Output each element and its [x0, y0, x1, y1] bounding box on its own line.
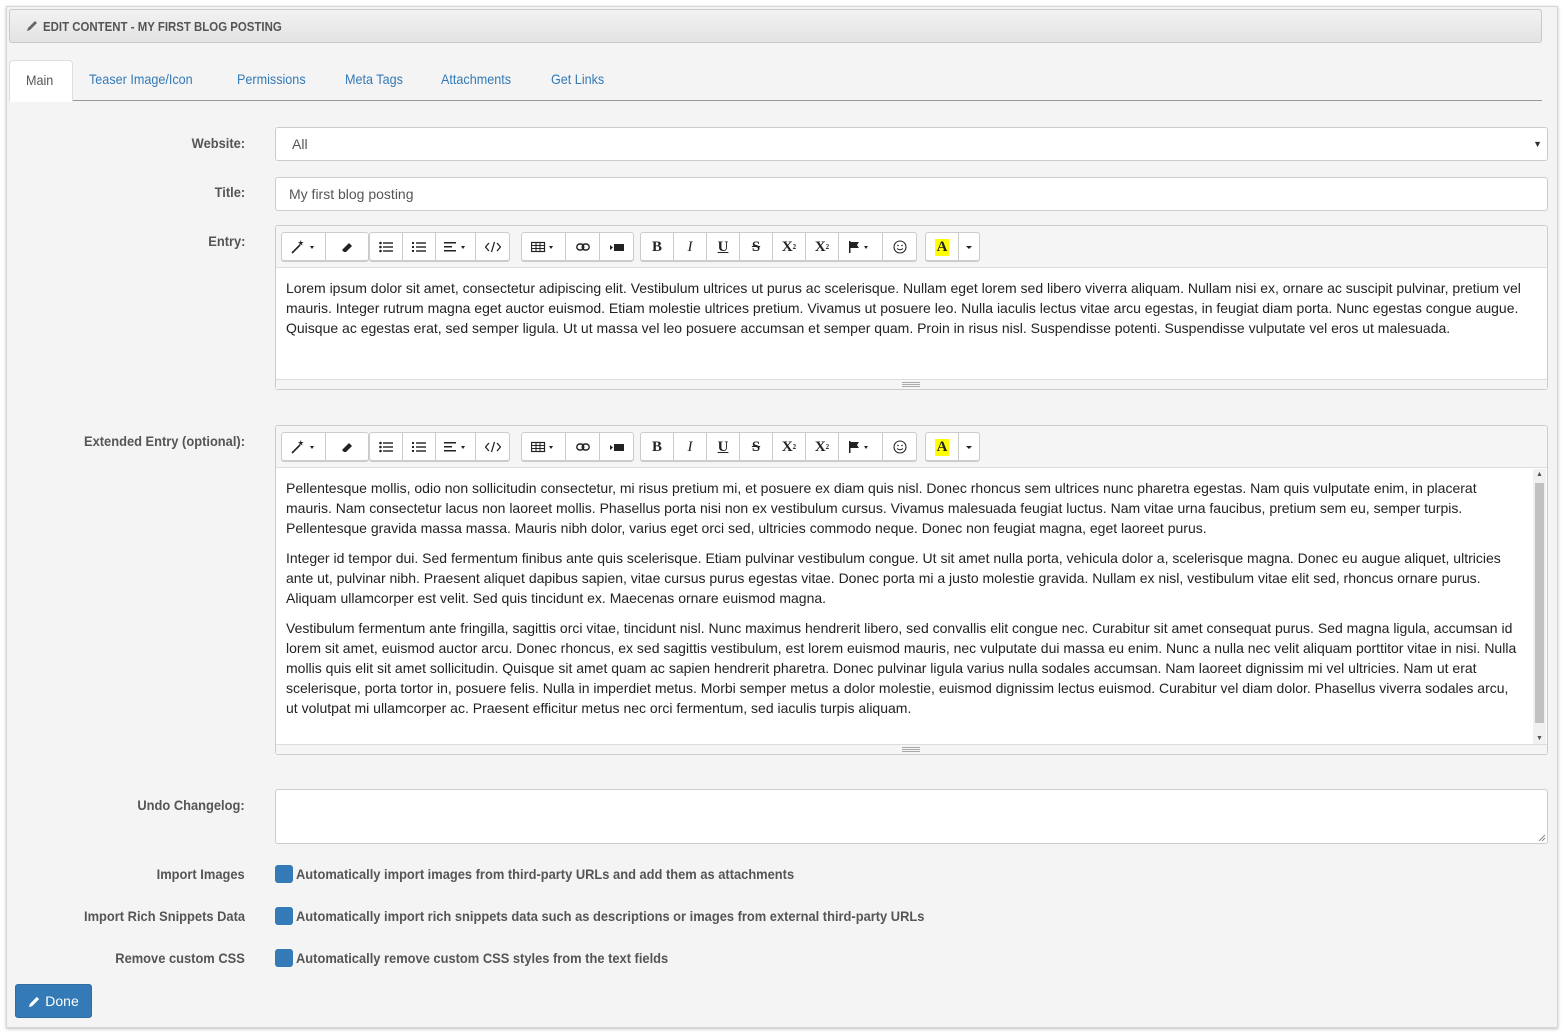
tab-teaser-image[interactable]: Teaser Image/Icon	[89, 71, 194, 87]
ordered-list-icon[interactable]	[403, 233, 436, 261]
underline-icon[interactable]: U	[707, 233, 740, 261]
pencil-icon	[28, 995, 41, 1008]
flag-icon[interactable]	[839, 433, 883, 461]
import-images-option	[275, 865, 837, 883]
website-value: All	[292, 136, 308, 152]
magic-icon[interactable]	[282, 233, 326, 261]
scroll-down-icon[interactable]: ▼	[1536, 735, 1543, 742]
paragraph-group	[369, 232, 510, 262]
import-rich-snippets-option	[275, 907, 979, 925]
undo-changelog-label: Undo Changelog:	[137, 797, 245, 813]
superscript-icon[interactable]: X 2	[773, 433, 806, 461]
extended-paragraph: Pellentesque mollis, odio non sollicitudin consectetur, mi risus pretium mi, et posuere ex diam quis nisl. Donec rhoncus sem ultrices nunc pharetra egestas. Nam quis vulputate enim, in placerat mauris. Nam consectetur lacus non laoreet mollis. Phasellus porta nisi non ex vestibulum cursus. Vivamus malesuada feugiat luctus. Nam vitae urna faucibus, pretium sem eu, semper turpis. Pellentesque gravida massa massa. Mauris nibh dolor, varius eget orci sed, ultricies commodo neque. Donec non feugiat magna, eget laoreet purus.	[286, 480, 1477, 536]
entry-paragraph: Lorem ipsum dolor sit amet, consectetur adipiscing elit. Vestibulum ultrices ut purus ac scelerisque. Nullam eget lorem sed libero viverra aliquam. Nullam nisi ex, ornare ac suscipit pulvinar, pretium vel mauris. Integer rutrum magna eget auctor euismod. Etiam molestie ultrices pretium. Vivamus ut posuere leo. Nulla iaculis lectus vitae arcu egestas, in feugiat diam porta. Nunc egestas congue augue. Quisque ac egestas erat, sed semper ligula. Ut ut massa vel leo posuere accumsan et semper quam. Proin in risus nisl. Suspendisse potenti. Suspendisse vulputate vel eros ut malesuada.	[286, 280, 1521, 336]
website-select[interactable]	[275, 127, 1548, 161]
table-icon[interactable]	[522, 433, 566, 461]
tab-get-links[interactable]: Get Links	[550, 71, 605, 87]
scroll-up-icon[interactable]: ▲	[1536, 471, 1543, 478]
strikethrough-icon[interactable]: S	[740, 233, 773, 261]
format-group	[640, 232, 917, 262]
color-group	[925, 432, 980, 462]
extended-paragraph: Vestibulum fermentum ante fringilla, sagittis orci vitae, tincidunt nisl. Nunc maximus hendrerit libero, sed convallis elit congue nec. Curabitur sit amet consequat purus. Sed magna ligula, accumsan id lorem sit amet, euismod auctor arcu. Donec rhoncus, ex sed sagittis vestibulum, est lorem euismod mauris, nec vulputate dui massa eu enim. Nunc a nulla nec velit aliquam porttitor vitae in nisi. Nulla mollis quis elit sit amet sollicitudin. Quisque sit amet quam ac sapien hendrerit pharetra. Donec pulvinar ligula varius nulla sodales accumsan. Nam laoreet dignissim mi vel ultricies. Nam ut erat scelerisque, porta tortor in, posuere felis. Nulla in imperdiet metus. Morbi semper metus a dolor molestie, euismod dignissim lectus euismod. Curabitur vel diam dolor. Phasellus viverra sodales arcu, ut volutpat mi ullamcorper ac. Praesent efficitur metus nec orci fermentum, sed iaculis turpis aliquam.	[286, 620, 1517, 716]
undo-changelog-textarea[interactable]	[275, 789, 1548, 844]
insert-group	[521, 432, 634, 462]
tab-main[interactable]: Main	[9, 60, 73, 102]
scrollbar-thumb[interactable]	[1535, 483, 1544, 723]
unordered-list-icon[interactable]	[370, 233, 403, 261]
import-rich-snippets-text[interactable]: Automatically import rich snippets data such as descriptions or images from external third-party URLs	[296, 908, 925, 924]
magic-icon[interactable]	[282, 433, 326, 461]
bold-icon[interactable]: B	[641, 433, 674, 461]
video-icon[interactable]	[600, 233, 633, 261]
page-title: EDIT CONTENT - MY FIRST BLOG POSTING	[43, 18, 282, 34]
tab-attachments[interactable]: Attachments	[441, 71, 512, 87]
emoji-icon[interactable]	[883, 233, 916, 261]
flag-icon[interactable]	[839, 233, 883, 261]
strikethrough-icon[interactable]: S	[740, 433, 773, 461]
import-images-checkbox[interactable]	[275, 865, 293, 883]
resize-grip-icon[interactable]	[1537, 833, 1546, 842]
remove-custom-css-text[interactable]: Automatically remove custom CSS styles from the text fields	[296, 950, 669, 966]
extended-toolbar	[276, 426, 1547, 468]
style-group	[281, 232, 369, 262]
align-icon[interactable]	[436, 433, 476, 461]
ordered-list-icon[interactable]	[403, 433, 436, 461]
tab-permissions[interactable]: Permissions	[236, 71, 306, 87]
eraser-icon[interactable]	[326, 433, 368, 461]
link-icon[interactable]	[566, 233, 600, 261]
import-rich-snippets-checkbox[interactable]	[275, 907, 293, 925]
table-icon[interactable]	[522, 233, 566, 261]
entry-content[interactable]	[276, 268, 1547, 358]
color-group	[925, 232, 980, 262]
text-color-icon[interactable]: A	[926, 233, 959, 261]
remove-custom-css-checkbox[interactable]	[275, 949, 293, 967]
pencil-icon	[25, 19, 39, 33]
underline-icon[interactable]: U	[707, 433, 740, 461]
extended-resize-handle[interactable]	[276, 744, 1547, 754]
tab-bar	[9, 60, 1542, 101]
italic-icon[interactable]: I	[674, 433, 707, 461]
tab-meta-tags[interactable]: Meta Tags	[344, 71, 403, 87]
style-group	[281, 432, 369, 462]
italic-icon[interactable]: I	[674, 233, 707, 261]
extended-scrollbar[interactable]	[1533, 469, 1546, 744]
format-group	[640, 432, 917, 462]
import-images-label: Import Images	[156, 866, 245, 882]
unordered-list-icon[interactable]	[370, 433, 403, 461]
done-label: Done	[45, 993, 79, 1009]
remove-custom-css-label: Remove custom CSS	[115, 950, 245, 966]
title-label: Title:	[214, 184, 245, 200]
extended-entry-content[interactable]	[276, 468, 1547, 738]
subscript-icon[interactable]: X 2	[806, 233, 839, 261]
paragraph-group	[369, 432, 510, 462]
extended-paragraph: Integer id tempor dui. Sed fermentum finibus ante quis scelerisque. Etiam pulvinar vestibulum congue. Ut sit amet nulla porta, vehicula dolor a, scelerisque magna. Donec eu augue aliquet, ultricies ante ut, pulvinar nibh. Praesent aliquet dapibus sapien, vitae cursus purus egestas vitae. Donec porta mi a justo molestie gravida. Nullam ex nisl, vestibulum vitae elit sed, rhoncus ornare purus. Aliquam ullamcorper est velit. Sed quis tincidunt ex. Maecenas ornare euismod magna.	[286, 550, 1501, 606]
import-rich-snippets-label: Import Rich Snippets Data	[83, 908, 245, 924]
superscript-icon[interactable]: X 2	[773, 233, 806, 261]
chevron-down-icon: ▼	[1533, 139, 1542, 149]
entry-toolbar	[276, 226, 1547, 268]
import-images-text[interactable]: Automatically import images from third-party URLs and add them as attachments	[296, 866, 795, 882]
insert-group	[521, 232, 634, 262]
extended-entry-label: Extended Entry (optional):	[84, 433, 245, 449]
link-icon[interactable]	[566, 433, 600, 461]
website-label: Website:	[191, 135, 245, 151]
video-icon[interactable]	[600, 433, 633, 461]
code-view-icon[interactable]	[476, 233, 509, 261]
title-input[interactable]: My first blog posting	[275, 177, 1548, 211]
entry-editor	[275, 225, 1548, 390]
remove-custom-css-option	[275, 949, 701, 967]
bold-icon[interactable]: B	[641, 233, 674, 261]
color-dropdown-icon[interactable]	[959, 233, 979, 261]
subscript-icon[interactable]: X 2	[806, 433, 839, 461]
code-view-icon[interactable]	[476, 433, 509, 461]
eraser-icon[interactable]	[326, 233, 368, 261]
align-icon[interactable]	[436, 233, 476, 261]
panel-heading	[9, 9, 1542, 43]
text-color-icon[interactable]: A	[926, 433, 959, 461]
entry-label: Entry:	[207, 233, 245, 249]
done-button[interactable]	[15, 984, 92, 1018]
color-dropdown-icon[interactable]	[959, 433, 979, 461]
extended-entry-editor	[275, 425, 1548, 755]
emoji-icon[interactable]	[883, 433, 916, 461]
entry-resize-handle[interactable]	[276, 379, 1547, 389]
